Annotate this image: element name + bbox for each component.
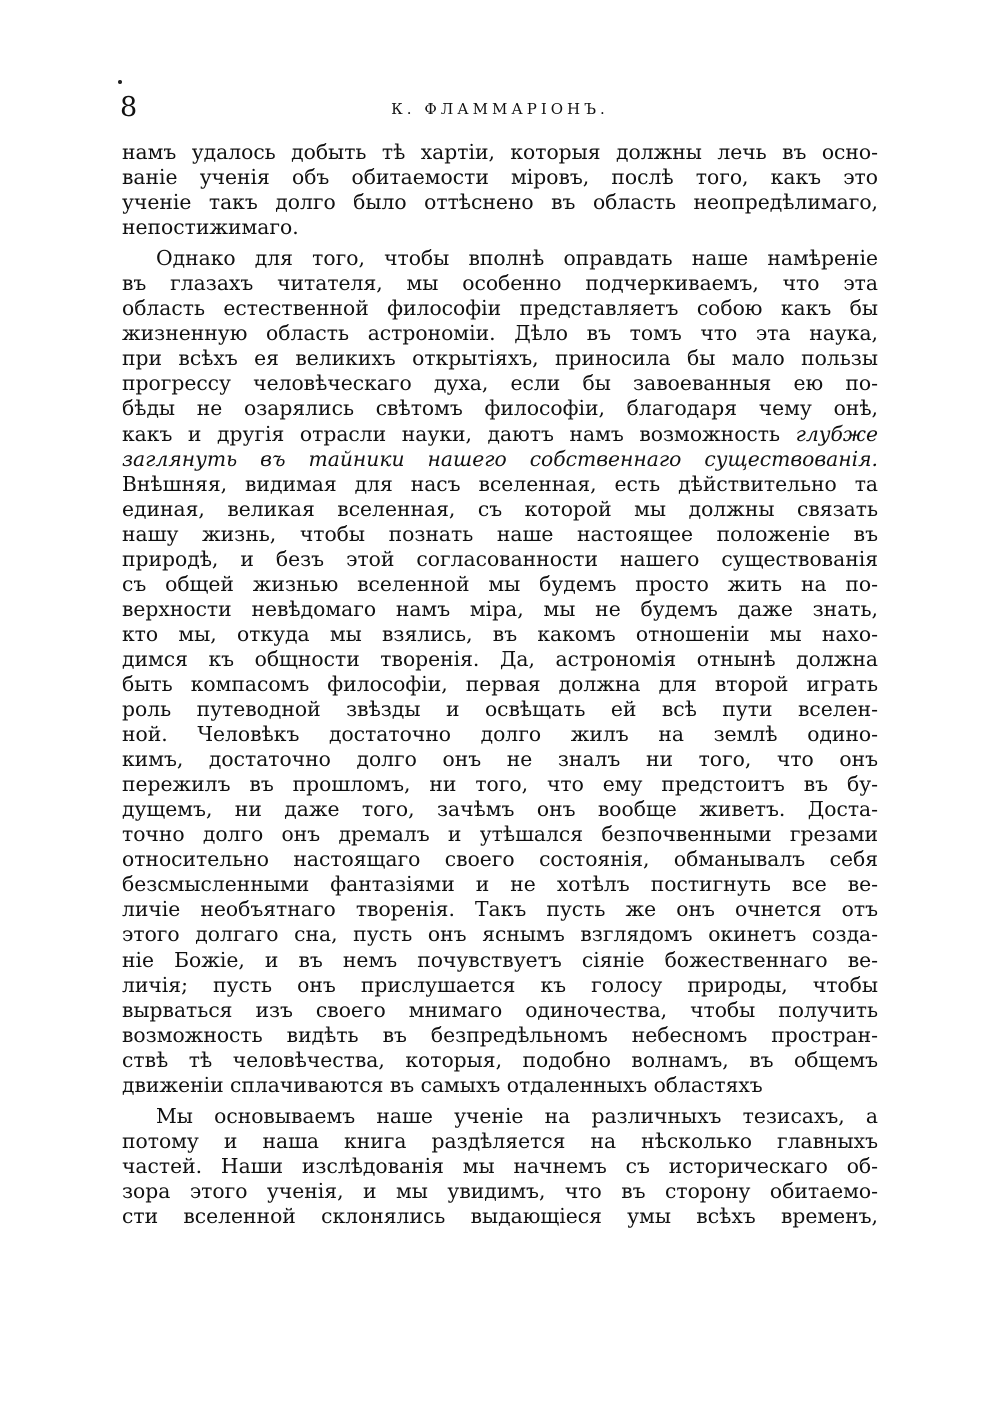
text-line-mixed: [122, 422, 878, 447]
text-line: въ глазахъ читателя, мы особенно подчеркиваемъ, что эта: [122, 271, 878, 296]
text-line: возможность видѣть въ безпредѣльномъ небесномъ простран-: [122, 1022, 878, 1047]
text-segment: какъ и другія отрасли науки, даютъ намъ возможность: [122, 421, 796, 446]
text-line: Мы основываемъ наше ученіе на различныхъ тезисахъ, а: [156, 1103, 878, 1128]
text-line: бѣды не озарялись свѣтомъ философіи, благодаря чему онѣ,: [122, 396, 878, 421]
text-line: ствѣ тѣ человѣчества, которыя, подобно волнамъ, въ общемъ: [122, 1047, 878, 1072]
running-head: К. ФЛАММАРІОНЪ.: [391, 100, 609, 118]
text-line: намъ удалось добыть тѣ хартіи, которыя должны лечь въ осно-: [122, 140, 878, 164]
text-line: этого долгаго сна, пусть онъ яснымъ взглядомъ окинетъ созда-: [122, 922, 878, 947]
text-line: безсмысленными фантазіями и не хотѣлъ постигнуть все ве-: [122, 872, 878, 897]
text-line: Однако для того, чтобы вполнѣ оправдать наше намѣреніе: [156, 246, 878, 271]
page-header: [120, 92, 880, 128]
text-line: Внѣшняя, видимая для насъ вселенная, есть дѣйствительно та: [122, 471, 878, 496]
text-line: частей. Наши изслѣдованія мы начнемъ съ историческаго об-: [122, 1153, 878, 1178]
text-line: непостижимаго.: [122, 215, 299, 240]
text-line: пережилъ въ прошломъ, ни того, что ему предстоитъ въ бу-: [122, 772, 878, 797]
text-line: съ общей жизнью вселенной мы будемъ просто жить на по-: [122, 571, 878, 596]
italic-segment: глубже: [795, 421, 878, 446]
text-line: верхности невѣдомаго намъ міра, мы не будемъ даже знать,: [122, 596, 878, 621]
text-line: вырваться изъ своего мнимаго одиночества, чтобы получить: [122, 997, 878, 1022]
text-line: ученіе такъ долго было оттѣснено въ область неопредѣлимаго,: [122, 190, 878, 215]
body-text: [122, 140, 878, 1229]
text-line: относительно настоящаго своего состоянія, обманывалъ себя: [122, 847, 878, 872]
text-line: ваніе ученія объ обитаемости міровъ, послѣ того, какъ это: [122, 165, 878, 190]
text-line: нашу жизнь, чтобы познать наше настоящее положеніе въ: [122, 521, 878, 546]
text-line: кто мы, откуда мы взялись, въ какомъ отношеніи мы нахо-: [122, 621, 878, 646]
text-line: жизненную область астрономіи. Дѣло въ томъ что эта наука,: [122, 321, 878, 346]
ink-speck: [118, 80, 122, 84]
text-line: область естественной философіи представляетъ собою какъ бы: [122, 296, 878, 321]
italic-text-line: заглянуть въ тайники нашего собственнаго существованія.: [122, 446, 878, 471]
text-line: роль путеводной звѣзды и освѣщать ей всѣ пути вселен-: [122, 697, 878, 722]
text-line: зора этого ученія, и мы увидимъ, что въ сторону обитаемо-: [122, 1178, 878, 1203]
text-line: точно долго онъ дремалъ и утѣшался безпочвенными грезами: [122, 822, 878, 847]
text-line: ной. Человѣкъ достаточно долго жилъ на землѣ одино-: [122, 722, 878, 747]
text-line: ніе Божіе, и въ немъ почувствуетъ сіяніе божественнаго ве-: [122, 947, 878, 972]
text-line: потому и наша книга раздѣляется на нѣсколько главныхъ: [122, 1128, 878, 1153]
text-line: прогрессу человѣческаго духа, если бы завоеванныя ею по-: [122, 371, 878, 396]
text-line: дущемъ, ни даже того, зачѣмъ онъ вообще живетъ. Доста-: [122, 797, 878, 822]
text-line: личія; пусть онъ прислушается къ голосу природы, чтобы: [122, 972, 878, 997]
text-line: димся къ общности творенія. Да, астрономія отнынѣ должна: [122, 646, 878, 671]
text-line: личіе необъятнаго творенія. Такъ пусть же онъ очнется отъ: [122, 897, 878, 922]
page-number: 8: [120, 92, 138, 123]
text-line: кимъ, достаточно долго онъ не зналъ ни того, что онъ: [122, 747, 878, 772]
text-line: при всѣхъ ея великихъ открытіяхъ, приносила бы мало пользы: [122, 346, 878, 371]
text-line: движеніи сплачиваются въ самыхъ отдаленныхъ областяхъ: [122, 1072, 763, 1097]
text-line: природѣ, и безъ этой согласованности нашего существованія: [122, 546, 878, 571]
text-line: сти вселенной склонялись выдающіеся умы всѣхъ временъ,: [122, 1203, 878, 1228]
text-line: быть компасомъ философіи, первая должна для второй играть: [122, 671, 878, 696]
text-line: единая, великая вселенная, съ которой мы должны связать: [122, 496, 878, 521]
